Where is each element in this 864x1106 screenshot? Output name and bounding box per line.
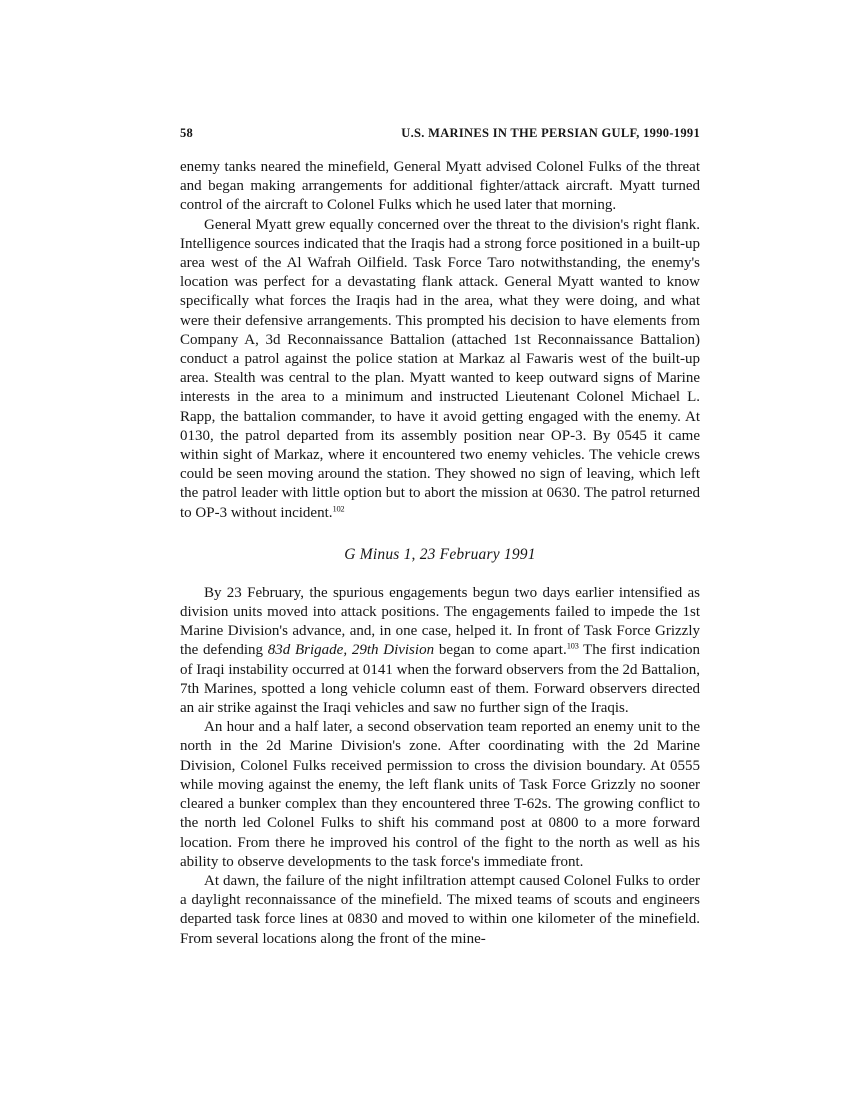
running-title: U.S. MARINES IN THE PERSIAN GULF, 1990-1991 bbox=[401, 126, 700, 140]
page-header bbox=[180, 126, 700, 141]
paragraph-5: At dawn, the failure of the night infiltration attempt caused Colonel Fulks to order a daylight reconnaissance of the minefield. The mixed teams of scouts and engineers departed task force lines at 0830 and moved to within one kilometer of the minefield. From several locations along the front of the mine- bbox=[180, 872, 700, 947]
paragraph-1: enemy tanks neared the minefield, General Myatt advised Colonel Fulks of the threat and began making arrangements for additional fighter/attack aircraft. Myatt turned control of the aircraft to Colonel Fulks which he used later that morning. bbox=[180, 159, 700, 214]
footnote-ref-102: 102 bbox=[332, 503, 345, 514]
paragraph-3-lead: By 23 February, the spurious engagements begun two days earlier intensified as division units moved into attack positions. The engagements failed to impede the 1st Marine Division's advance, and, in one case, helped it. In front of Task Force Grizzly the defending bbox=[180, 584, 700, 659]
paragraph-3-rest: The first indication of Iraqi instability occurred at 0141 when the forward observers from the 2d Battalion, 7th Marines, spotted a long vehicle column east of them. Forward observers directed an air strike against the Iraqi vehicles and saw no further sign of the Iraqis. bbox=[180, 642, 701, 717]
unit-designation-italic: 83d Brigade, 29th Division bbox=[267, 642, 435, 659]
paragraph-4: An hour and a half later, a second observation team reported an enemy unit to the north in the 2d Marine Division's zone. After coordinating with the 2d Marine Division, Colonel Fulks received permission to cross the division boundary. At 0555 while moving against the enemy, the left flank units of Task Force Grizzly no sooner cleared a bunker complex than they encountered three T-62s. The growing conflict to the north led Colonel Fulks to shift his command post at 0800 to a more forward location. From there he improved his control of the fight to the north as well as his ability to observe developments to the task force's immediate front. bbox=[180, 719, 700, 870]
paragraph-3-after-italic: began to come apart. bbox=[434, 642, 567, 659]
page-number: 58 bbox=[180, 126, 194, 140]
body-text bbox=[180, 158, 700, 949]
paragraph-2 bbox=[180, 216, 700, 523]
text-column bbox=[180, 126, 700, 949]
paragraph-3 bbox=[180, 584, 700, 718]
section-heading: G Minus 1, 23 February 1991 bbox=[344, 545, 536, 563]
footnote-ref-103: 103 bbox=[566, 640, 579, 651]
paragraph-2-text: General Myatt grew equally concerned over the threat to the division's right flank. Intelligence sources indicated that the Iraqis had a strong force positioned in a built-up area west of the Al Wafrah Oilfield. Task Force Taro notwithstanding, the enemy's location was perfect for a devastating flank attack. General Myatt wanted to know specifically what forces the Iraqis had in the area, what they were doing, and what were their defensive arrangements. This prompted his decision to have elements from Company A, 3d Reconnaissance Battalion (attached 1st Reconnaissance Battalion) conduct a patrol against the police station at Markaz al Fawaris west of the built-up area. Stealth was central to the plan. Myatt wanted to keep outward signs of Marine interests in the area to a minimum and instructed Lieutenant Colonel Michael L. Rapp, the battalion commander, to have it avoid getting engaged with the enemy. At 0130, the patrol departed from its assembly position near OP-3. By 0545 it came within sight of Markaz, where it encountered two enemy vehicles. The vehicle crews could be seen moving around the station. They showed no sign of leaving, which left the patrol leader with little option but to abort the mission at 0630. The patrol returned to OP-3 without incident. bbox=[180, 216, 700, 521]
